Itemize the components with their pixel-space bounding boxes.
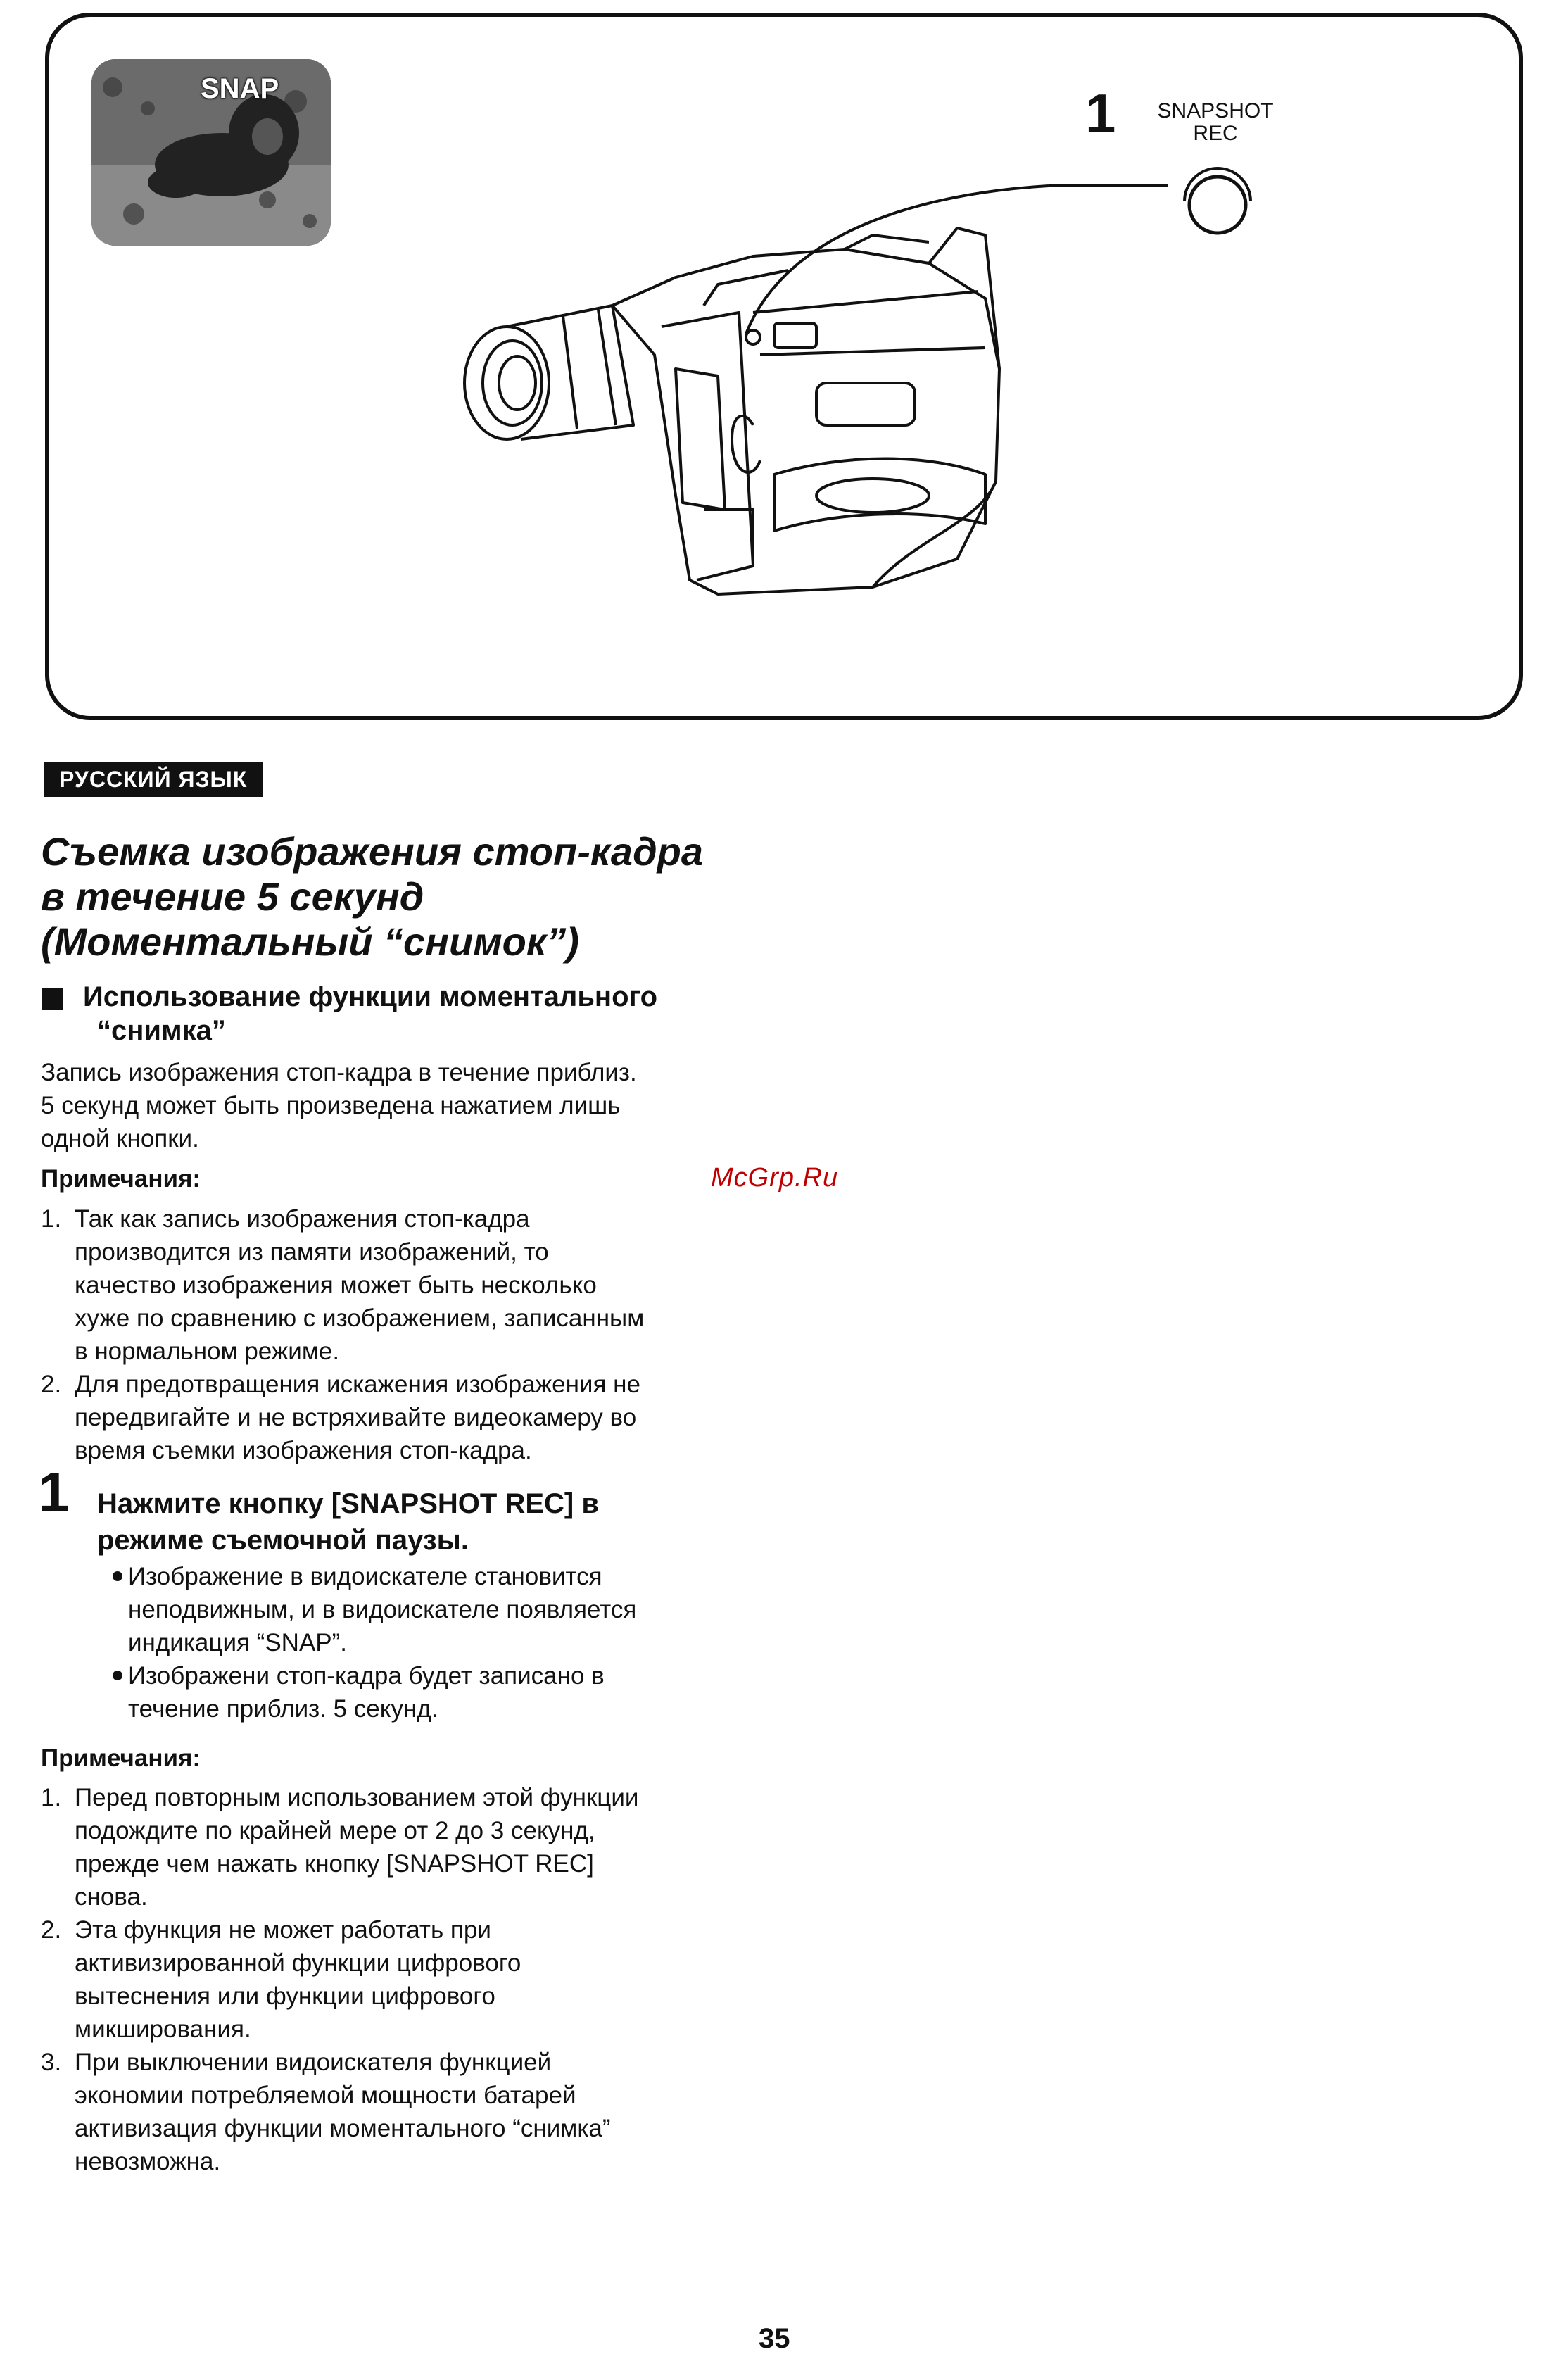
title-line: Съемка изображения стоп-кадра — [41, 829, 704, 874]
page-title — [41, 829, 815, 964]
notes-heading: Примечания: — [41, 1744, 201, 1772]
list-line: в нормальном режиме. — [75, 1338, 340, 1365]
list-number: 2. — [41, 1916, 62, 1944]
list-line: Перед повторным использованием этой функции — [75, 1784, 639, 1811]
language-tag: РУССКИЙ ЯЗЫК — [44, 762, 263, 797]
list-line: Так как запись изображения стоп-кадра — [75, 1205, 530, 1233]
camcorder-drawing-icon — [422, 144, 1253, 636]
list-line: течение приблиз. 5 секунд. — [128, 1695, 438, 1723]
illustration-frame — [45, 13, 1523, 720]
intro-line: Запись изображения стоп-кадра в течение приблиз. — [41, 1059, 637, 1086]
list-line: производится из памяти изображений, то — [75, 1238, 549, 1266]
list-line: снова. — [75, 1883, 148, 1911]
callout-label — [1142, 100, 1289, 145]
section-heading-line: Использование функции моментального — [83, 981, 658, 1012]
list-item — [41, 1202, 745, 1368]
list-number: 1. — [41, 1205, 62, 1233]
list-item — [41, 1781, 745, 1913]
page-number: 35 — [759, 2323, 790, 2354]
snap-viewfinder-thumbnail — [91, 59, 331, 246]
list-item — [113, 1659, 746, 1725]
list-number: 3. — [41, 2049, 62, 2076]
section-heading — [83, 980, 787, 1048]
list-line: хуже по сравнению с изображением, записанным — [75, 1304, 645, 1332]
list-line: вытеснения или функции цифрового — [75, 1982, 495, 2010]
list-line: невозможна. — [75, 2148, 221, 2175]
notes-list — [41, 1202, 745, 1467]
list-line: активизированной функции цифрового — [75, 1949, 521, 1977]
title-line: (Моментальный “снимок”) — [41, 919, 579, 964]
list-line: экономии потребляемой мощности батарей — [75, 2082, 576, 2109]
list-line: прежде чем нажать кнопку [SNAPSHOT REC] — [75, 1850, 594, 1878]
list-line: индикация “SNAP”. — [128, 1629, 348, 1656]
title-line: в течение 5 секунд — [41, 874, 424, 919]
list-line: Эта функция не может работать при — [75, 1916, 491, 1944]
intro-line: 5 секунд может быть произведена нажатием лишь — [41, 1092, 621, 1119]
step-line: режиме съемочной паузы. — [97, 1525, 469, 1556]
list-line: микширования. — [75, 2015, 251, 2043]
list-line: неподвижным, и в видоискателе появляется — [128, 1596, 637, 1623]
list-item — [41, 1368, 745, 1467]
list-line: Изображени стоп-кадра будет записано в — [128, 1662, 605, 1690]
notes-heading: Примечания: — [41, 1165, 201, 1193]
callout-number: 1 — [1085, 82, 1116, 144]
snap-indicator-label: SNAP — [201, 73, 279, 104]
list-line: активизация функции моментального “снимка” — [75, 2115, 611, 2142]
list-number: 2. — [41, 1371, 62, 1398]
intro-paragraph — [41, 1056, 745, 1155]
section-heading-line: “снимка” — [97, 1015, 226, 1046]
list-line: качество изображения может быть несколько — [75, 1271, 597, 1299]
list-line: При выключении видоискателя функцией — [75, 2049, 552, 2076]
callout-label-line: REC — [1193, 122, 1238, 145]
list-line: подождите по крайней мере от 2 до 3 секунд, — [75, 1817, 595, 1844]
square-bullet-icon — [42, 988, 63, 1010]
step-instruction — [97, 1485, 731, 1559]
step-number: 1 — [38, 1461, 70, 1523]
intro-line: одной кнопки. — [41, 1125, 199, 1152]
list-line: время съемки изображения стоп-кадра. — [75, 1437, 532, 1464]
step-bullet-list — [113, 1560, 746, 1725]
watermark-link[interactable]: McGrp.Ru — [711, 1163, 839, 1193]
list-line: Для предотвращения искажения изображения не — [75, 1371, 640, 1398]
callout-label-line: SNAPSHOT — [1157, 99, 1274, 122]
list-item — [41, 2046, 745, 2178]
step-line: Нажмите кнопку [SNAPSHOT REC] в — [97, 1488, 599, 1519]
list-line: передвигайте и не встряхивайте видеокамеру во — [75, 1404, 637, 1431]
list-line: Изображение в видоискателе становится — [128, 1563, 602, 1590]
notes-list — [41, 1781, 745, 2178]
list-item — [113, 1560, 746, 1659]
list-number: 1. — [41, 1784, 62, 1811]
list-item — [41, 1913, 745, 2046]
